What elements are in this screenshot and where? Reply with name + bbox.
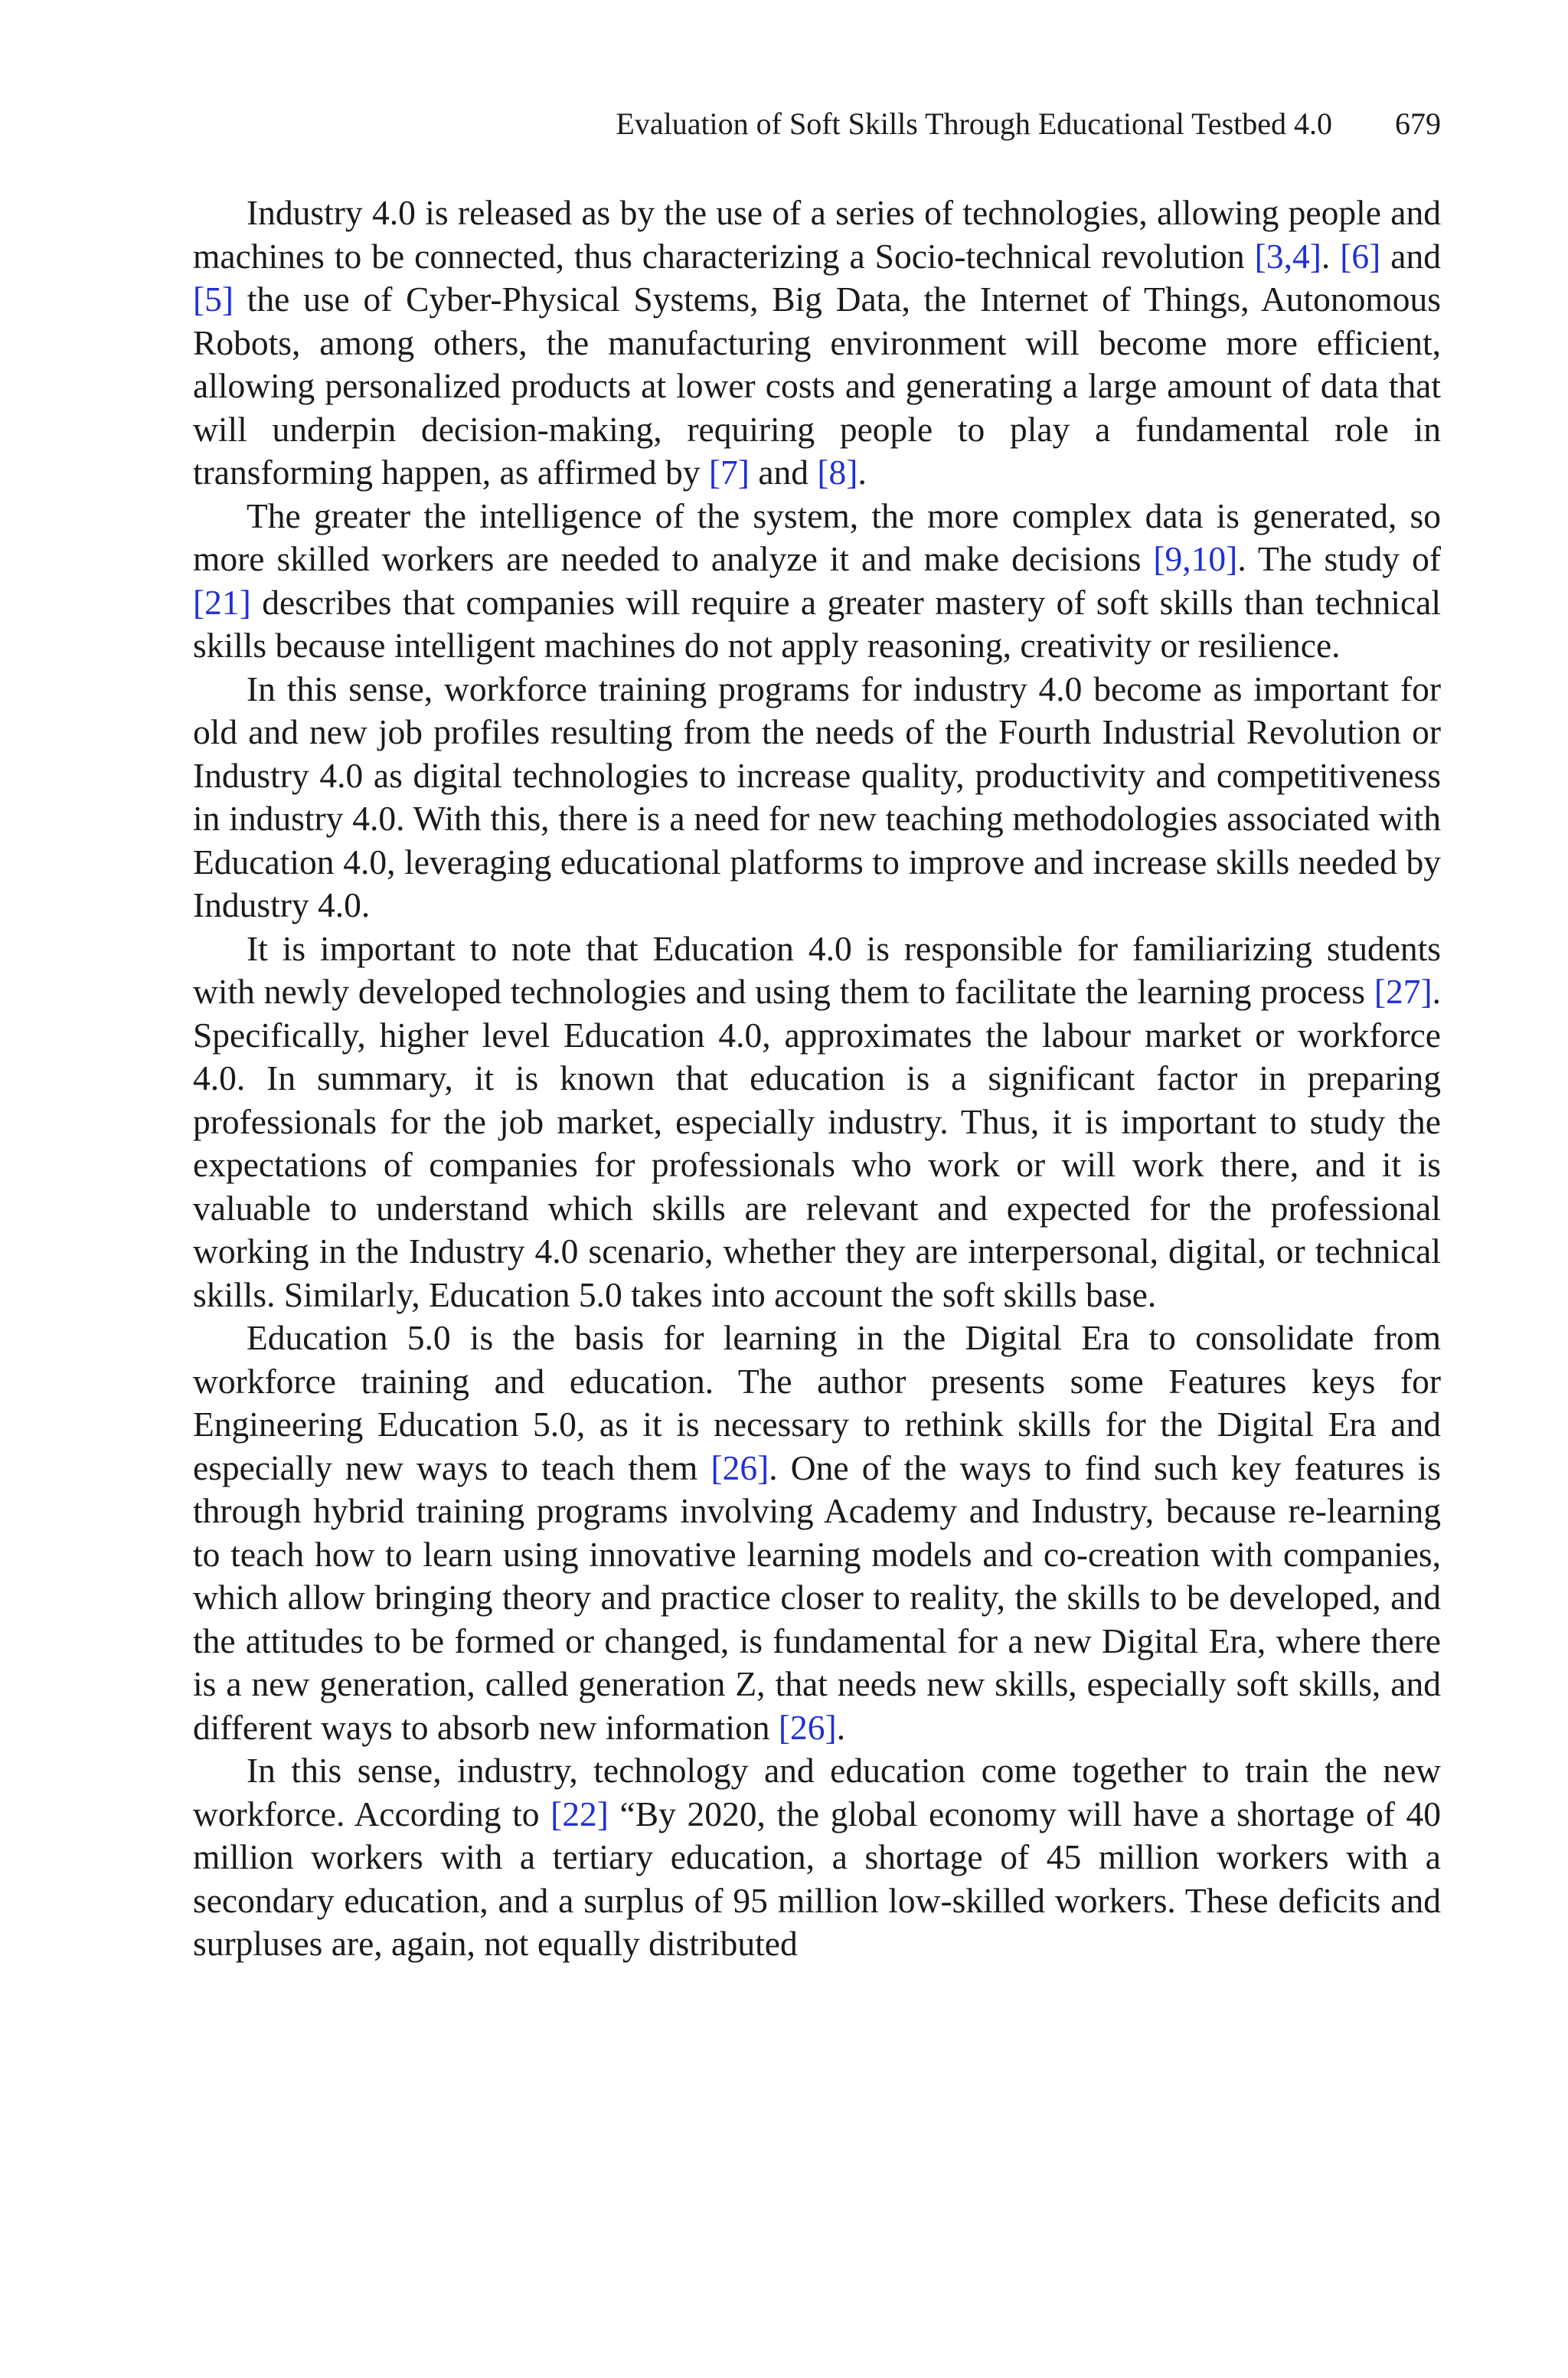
paragraph-1 (193, 191, 1441, 495)
citation-link[interactable]: [26] (778, 1707, 837, 1747)
citation-link[interactable]: [26] (710, 1447, 769, 1487)
paragraph-text: . (1321, 236, 1341, 276)
paragraph-text: . (836, 1707, 846, 1747)
citation-link[interactable]: [21] (193, 582, 251, 622)
citation-link[interactable]: [8] (817, 453, 858, 492)
paragraph-4 (193, 927, 1441, 1317)
paragraph-text: In this sense, industry, technology and education come together to train the new workforce. According to (193, 1751, 1441, 1833)
running-head-title: Evaluation of Soft Skills Through Educational Testbed 4.0 (616, 106, 1332, 141)
citation-link[interactable]: [5] (193, 280, 234, 319)
paragraph-text: . Specifically, higher level Education 4.0, approximates the labour market or workforce 4.0. In summary, it is known that education is a significant factor in preparing professionals for the job market, especially industry. Thus, it is important to study the expectations of companies for professionals who work or will work there, and it is valuable to understand which skills are relevant and expected for the professional working in the Industry 4.0 scenario, whether they are interpersonal, digital, or technical skills. Similarly, Education 5.0 takes into account the soft skills base. (193, 972, 1441, 1314)
paragraph-5 (193, 1317, 1441, 1749)
paragraph-text: In this sense, workforce training programs for industry 4.0 become as important for old and new job profiles resulting from the needs of the Fourth Industrial Revolution or Industry 4.0 as digital technologies to increase quality, productivity and competitiveness in industry 4.0. With this, there is a need for new teaching methodologies associated with Education 4.0, leveraging educational platforms to improve and increase skills needed by Industry 4.0. (193, 669, 1441, 924)
citation-link[interactable]: [9,10] (1153, 539, 1238, 578)
paragraph-text: “By 2020, the global economy will have a shortage of 40 million workers with a tertiary education, a shortage of 45 million workers with a secondary education, and a surplus of 95 million low-skilled workers. These deficits and surpluses are, again, not equally distributed (193, 1794, 1441, 1963)
paragraph-2 (193, 495, 1441, 668)
paragraph-text: . One of the ways to find such key features is through hybrid training programs involving Academy and Industry, because re-learning to teach how to learn using innovative learning models and co-creation with companies, which allow bringing theory and practice closer to reality, the skills to be developed, and the attitudes to be formed or changed, is fundamental for a new Digital Era, where there is a new generation, called generation Z, that needs new skills, especially soft skills, and different ways to absorb new information (193, 1447, 1442, 1747)
citation-link[interactable]: [27] (1374, 972, 1432, 1011)
citation-link[interactable]: [3,4] (1254, 236, 1321, 276)
citation-link[interactable]: [6] (1340, 236, 1381, 276)
paragraph-text: describes that companies will require a greater mastery of soft skills than technical skills because intelligent machines do not apply reasoning, creativity or resilience. (193, 582, 1441, 665)
paragraph-text: and (749, 453, 818, 492)
paragraph-text: The greater the intelligence of the system, the more complex data is generated, so more skilled workers are needed to analyze it and make decisions (193, 496, 1441, 578)
paragraph-text: Education 5.0 is the basis for learning in the Digital Era to consolidate from workforce training and education. The author presents some Features keys for Engineering Education 5.0, as it is necessary to rethink skills for the Digital Era and especially new ways to teach them (193, 1318, 1441, 1487)
paragraph-text: It is important to note that Education 4.0 is responsible for familiarizing students with newly developed technologies and using them to facilitate the learning process (193, 928, 1441, 1011)
citation-link[interactable]: [22] (550, 1794, 609, 1833)
paragraph-text: . The study of (1237, 539, 1441, 578)
citation-link[interactable]: [7] (708, 453, 750, 492)
paragraph-text: and (1380, 236, 1441, 276)
paragraph-text: . (858, 453, 867, 492)
body-text (193, 191, 1441, 1966)
running-head (193, 104, 1441, 144)
paragraph-text: Industry 4.0 is released as by the use of a series of technologies, allowing people and machines to be connected, thus characterizing a Socio-technical revolution (193, 193, 1441, 276)
paragraph-6 (193, 1749, 1441, 1966)
page-number: 679 (1395, 106, 1441, 141)
paragraph-text: the use of Cyber-Physical Systems, Big Data, the Internet of Things, Autonomous Robots, among others, the manufacturing environment will become more efficient, allowing personalized products at lower costs and generating a large amount of data that will underpin decision-making, requiring people to play a fundamental role in transforming happen, as affirmed by (193, 280, 1441, 492)
paragraph-3 (193, 668, 1441, 927)
